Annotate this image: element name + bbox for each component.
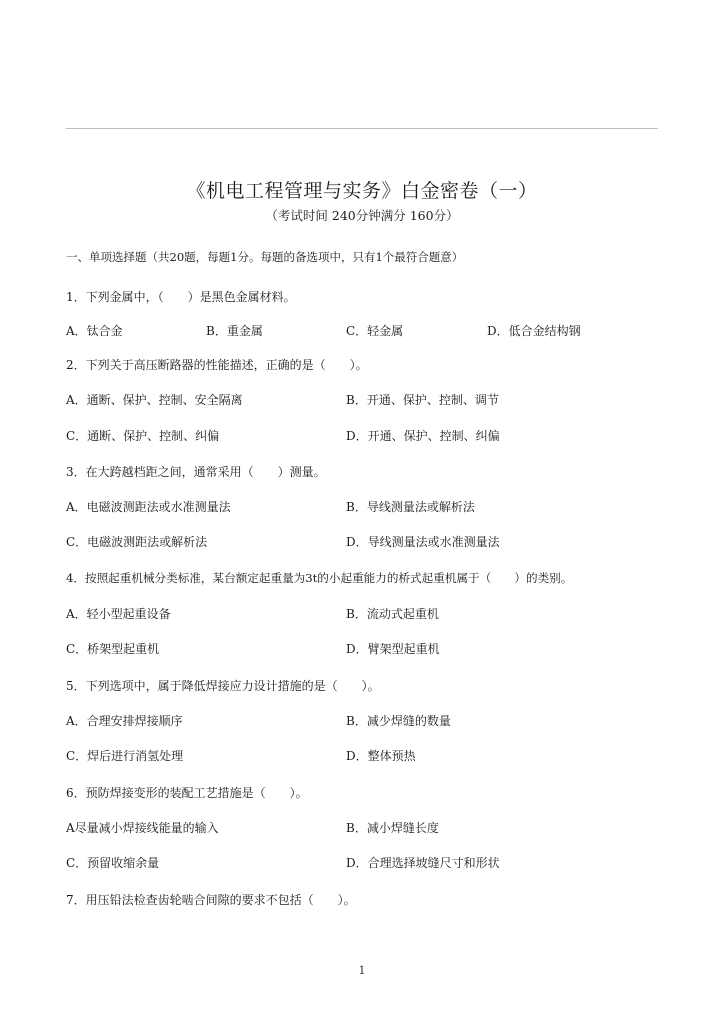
question-4: 4．按照起重机械分类标准，某台额定起重量为3t的小起重能力的桥式起重机属于（ ）的类别。	[66, 571, 573, 585]
header-rule	[66, 128, 658, 129]
question-4-option-d: D．臂架型起重机	[346, 642, 440, 656]
question-4-option-a: A．轻小型起重设备	[66, 607, 171, 621]
question-1-option-a: A．钛合金	[66, 324, 123, 338]
question-2-option-b: B．开通、保护、控制、调节	[346, 393, 499, 407]
question-5: 5．下列选项中，属于降低焊接应力设计措施的是（ ）。	[66, 679, 380, 693]
question-1-option-d: D．低合金结构钢	[487, 324, 581, 338]
page-number: 1	[358, 964, 366, 977]
question-3-option-c: C．电磁波测距法或解析法	[66, 535, 208, 549]
question-4-option-b: B．流动式起重机	[346, 607, 439, 621]
question-3-option-a: A．电磁波测距法或水准测量法	[66, 500, 231, 514]
question-6: 6．预防焊接变形的装配工艺措施是（ ）。	[66, 786, 308, 800]
section-heading: 一、单项选择题（共20题，每题1分。每题的备选项中，只有1个最符合题意）	[66, 250, 464, 264]
question-1: 1．下列金属中，（ ）是黑色金属材料。	[66, 290, 296, 304]
exam-title: 《机电工程管理与实务》白金密卷（一）	[186, 180, 538, 202]
question-2-option-d: D．开通、保护、控制、纠偏	[346, 429, 500, 443]
question-5-option-c: C．焊后进行消氢处理	[66, 749, 184, 763]
question-5-option-b: B．减少焊缝的数量	[346, 714, 451, 728]
question-3-option-b: B．导线测量法或解析法	[346, 500, 475, 514]
question-3: 3．在大跨越档距之间，通常采用（ ）测量。	[66, 465, 326, 479]
question-3-option-d: D．导线测量法或水准测量法	[346, 535, 500, 549]
question-6-option-d: D．合理选择坡缝尺寸和形状	[346, 856, 500, 870]
question-4-option-c: C．桥架型起重机	[66, 642, 160, 656]
exam-subtitle: （考试时间 240分钟满分 160分）	[265, 208, 459, 223]
question-2-option-c: C．通断、保护、控制、纠偏	[66, 429, 220, 443]
question-1-option-c: C．轻金属	[346, 324, 404, 338]
question-2-option-a: A．通断、保护、控制、安全隔离	[66, 393, 243, 407]
question-6-option-a: A尽量减小焊接线能量的输入	[66, 821, 219, 835]
question-5-option-d: D．整体预热	[346, 749, 416, 763]
question-5-option-a: A．合理安排焊接顺序	[66, 714, 183, 728]
question-7: 7．用压铅法检查齿轮啮合间隙的要求不包括（ ）。	[66, 893, 356, 907]
question-6-option-b: B．减小焊缝长度	[346, 821, 439, 835]
question-6-option-c: C．预留收缩余量	[66, 856, 160, 870]
question-2: 2．下列关于高压断路器的性能描述，正确的是（ ）。	[66, 358, 368, 372]
question-1-option-b: B．重金属	[206, 324, 263, 338]
